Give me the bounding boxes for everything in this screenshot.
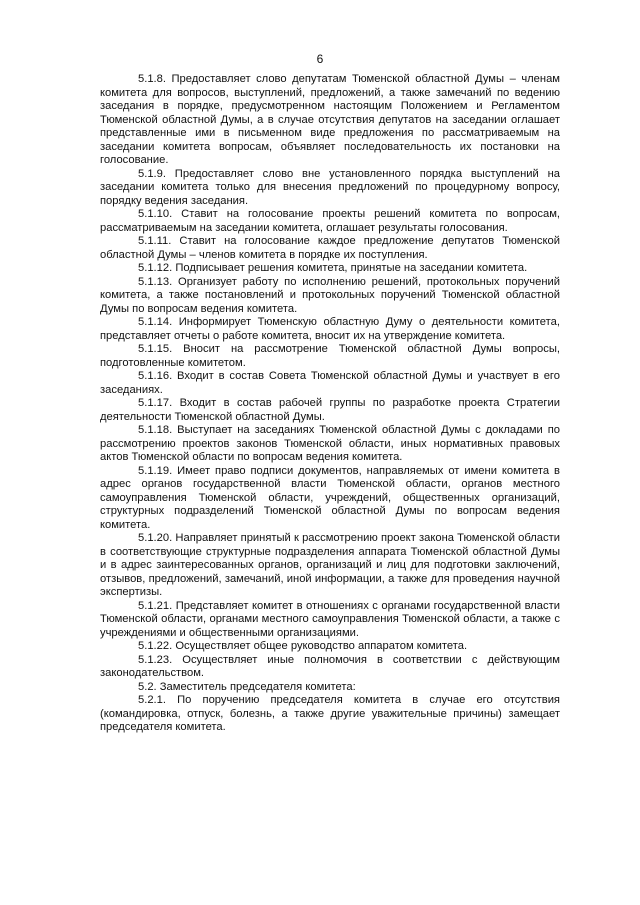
paragraph-5-1-13: 5.1.13. Организует работу по исполнению решений, протокольных поручений комитета, а также постановлений и протокольных поручений Тюменской областной Думы по вопросам ведения комитета. xyxy=(100,275,560,315)
paragraph-5-1-16: 5.1.16. Входит в состав Совета Тюменской областной Думы и участвует в его заседаниях. xyxy=(100,370,560,396)
paragraph-5-1-17: 5.1.17. Входит в состав рабочей группы по разработке проекта Стратегии деятельности Тюменской областной Думы. xyxy=(100,397,560,423)
page-number: 6 xyxy=(316,52,324,66)
paragraph-5-1-20: 5.1.20. Направляет принятый к рассмотрению проект закона Тюменской области в соответствующие структурные подразделения аппарата Тюменской областной Думы и в адрес заинтересованных органов, организаций и лиц для подготовки заключений, отзывов, предложений, замечаний, иной информации, а также для проведения научной экспертизы. xyxy=(100,532,560,598)
paragraph-5-1-19: 5.1.19. Имеет право подписи документов, направляемых от имени комитета в адрес органов государственной власти Тюменской области, органов местного самоуправления Тюменской области, учреждений, общественных организаций, структурных подразделений Тюменской областной Думы по вопросам ведения комитета. xyxy=(100,464,560,531)
paragraph-5-2-1: 5.2.1. По поручению председателя комитета в случае его отсутствия (командировка, отпуск, болезнь, а также другие уважительные причины) замещает председателя комитета. xyxy=(100,694,560,733)
paragraph-5-1-12: 5.1.12. Подписывает решения комитета, принятые на заседании комитета. xyxy=(138,262,528,274)
paragraph-5-1-15: 5.1.15. Вносит на рассмотрение Тюменской областной Думы вопросы, подготовленные комитетом. xyxy=(100,343,560,369)
paragraph-5-1-22: 5.1.22. Осуществляет общее руководство аппаратом комитета. xyxy=(138,640,468,652)
paragraph-5-1-21: 5.1.21. Представляет комитет в отношениях с органами государственной власти Тюменской области, органами местного самоуправления Тюменской области, а также с учреждениями и общественными организациями. xyxy=(100,599,560,639)
document-body xyxy=(100,73,560,735)
paragraph-5-1-14: 5.1.14. Информирует Тюменскую областную Думу о деятельности комитета, представляет отчеты о работе комитета, вносит их на утверждение комитета. xyxy=(100,316,560,342)
paragraph-5-1-11: 5.1.11. Ставит на голосование каждое предложение депутатов Тюменской областной Думы – членов комитета в порядке их поступления. xyxy=(100,235,560,261)
paragraph-5-1-8: 5.1.8. Предоставляет слово депутатам Тюменской областной Думы – членам комитета для вопросов, выступлений, предложений, а также замечаний по ведению заседания в порядке, предусмотренном настоящим Положением и Регламентом Тюменской областной Думы, а в случае отсутствия депутатов на заседании оглашает представленные ими в письменном виде предложения по рассматриваемым на заседании комитета вопросам, объявляет последовательность их постановки на голосование. xyxy=(100,73,560,166)
paragraph-5-1-23: 5.1.23. Осуществляет иные полномочия в соответствии с действующим законодательством. xyxy=(100,653,560,679)
paragraph-5-1-18: 5.1.18. Выступает на заседаниях Тюменской областной Думы с докладами по рассмотрению проектов законов Тюменской области, иных нормативных правовых актов Тюменской области по вопросам ведения комитета. xyxy=(100,424,560,463)
paragraph-5-1-9: 5.1.9. Предоставляет слово вне установленного порядка выступлений на заседании комитета только для внесения предложений по процедурному вопросу, порядку ведения заседания. xyxy=(100,167,560,207)
paragraph-5-1-10: 5.1.10. Ставит на голосование проекты решений комитета по вопросам, рассматриваемым на заседании комитета, оглашает результаты голосования. xyxy=(100,208,560,234)
paragraph-5-2: 5.2. Заместитель председателя комитета: xyxy=(138,680,356,693)
